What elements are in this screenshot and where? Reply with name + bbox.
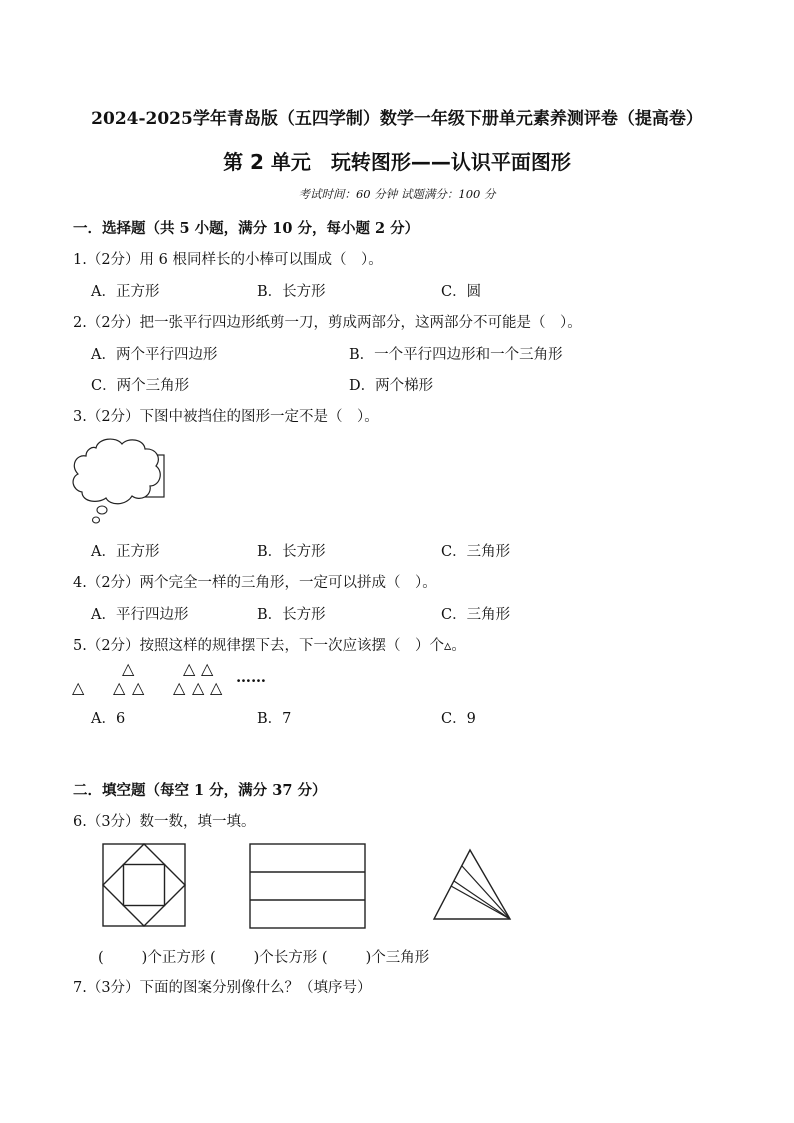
- question-1-option-c: C．圆: [441, 284, 482, 300]
- question-4-option-b: B．长方形: [257, 607, 326, 623]
- blank-open-paren: (: [209, 950, 216, 966]
- blank-open-paren: (: [98, 950, 104, 966]
- question-2-option-b: B．一个平行四边形和一个三角形: [349, 347, 563, 363]
- pattern-ellipsis: ……: [236, 668, 266, 686]
- cloud-covered-shape-figure: [68, 436, 173, 528]
- exam-header-title: 2024-2025学年青岛版（五四学制）数学一年级下册单元素养测评卷（提高卷）: [91, 109, 703, 129]
- question-2-option-a: A．两个平行四边形: [91, 347, 218, 363]
- blank-label-squares: )个正方形: [141, 950, 206, 966]
- question-2-option-c: C．两个三角形: [91, 378, 190, 394]
- question-4-option-c: C．三角形: [441, 607, 511, 623]
- outer-square: [103, 844, 185, 926]
- pattern-triangle: △: [72, 678, 85, 697]
- question-6-stem: 6.（3分）数一数，填一填。: [73, 814, 256, 830]
- question-5-option-b: B．7: [257, 711, 292, 727]
- stacked-rectangles-figure: [249, 843, 366, 929]
- question-5-option-a: A．6: [91, 711, 126, 727]
- nested-squares-figure: [102, 843, 186, 927]
- question-2-option-d: D．两个梯形: [349, 378, 434, 394]
- pattern-triangle: △: [201, 659, 214, 678]
- pattern-triangle: △: [183, 659, 196, 678]
- question-5-option-c: C．9: [441, 711, 476, 727]
- question-3-option-b: B．长方形: [257, 544, 326, 560]
- unit-title: 第 2 单元 玩转图形——认识平面图形: [223, 150, 571, 174]
- pattern-triangle: △: [122, 659, 135, 678]
- diamond: [103, 844, 185, 926]
- outer-rectangle: [250, 844, 365, 928]
- pattern-triangle: △: [210, 678, 223, 697]
- question-1-option-a: A．正方形: [91, 284, 160, 300]
- question-3-stem: 3.（2分）下图中被挡住的图形一定不是（ ）。: [73, 409, 379, 425]
- pattern-triangle: △: [173, 678, 186, 697]
- question-1-stem: 1.（2分）用 6 根同样长的小棒可以围成（ ）。: [73, 252, 383, 268]
- inner-square: [124, 865, 165, 906]
- question-4-option-a: A．平行四边形: [91, 607, 189, 623]
- question-4-stem: 4.（2分）两个完全一样的三角形，一定可以拼成（ ）。: [73, 575, 437, 591]
- blank-open-paren: (: [321, 950, 328, 966]
- question-3-option-c: C．三角形: [441, 544, 511, 560]
- question-5-stem: 5.（2分）按照这样的规律摆下去，下一次应该摆（ ）个▵。: [73, 638, 466, 654]
- section-1-title: 一．选择题（共 5 小题，满分 10 分，每小题 2 分）: [73, 220, 420, 237]
- question-1-option-b: B．长方形: [257, 284, 326, 300]
- outer-triangle: [434, 850, 510, 919]
- question-2-stem: 2.（2分）把一张平行四边形纸剪一刀，剪成两部分，这两部分不可能是（ ）。: [73, 315, 582, 331]
- pattern-triangle: △: [132, 678, 145, 697]
- cloud-bubble: [97, 506, 107, 514]
- divided-triangle-figure: [432, 848, 512, 922]
- divider-line: [454, 881, 510, 919]
- cloud-bubble: [93, 517, 100, 523]
- pattern-triangle: △: [192, 678, 205, 697]
- divider-line: [462, 866, 510, 919]
- question-6-blanks: [98, 946, 429, 967]
- question-3-option-a: A．正方形: [91, 544, 160, 560]
- blank-label-rectangles: )个长方形: [253, 950, 318, 966]
- pattern-triangle: △: [113, 678, 126, 697]
- exam-info: 考试时间：60 分钟 试题满分：100 分: [298, 187, 496, 201]
- section-2-title: 二．填空题（每空 1 分，满分 37 分）: [73, 782, 327, 799]
- blank-label-triangles: )个三角形: [365, 950, 430, 966]
- cloud-shape: [73, 439, 160, 504]
- question-7-stem: 7.（3分）下面的图案分别像什么？（填序号）: [73, 980, 372, 996]
